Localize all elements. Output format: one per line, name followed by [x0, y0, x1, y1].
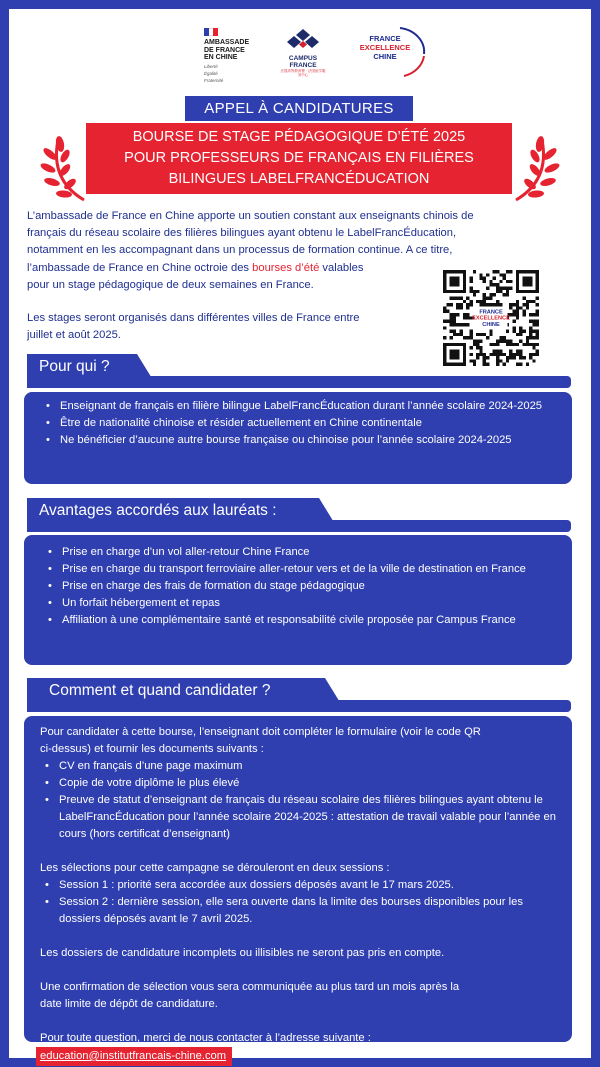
list-item: • Prise en charge du transport ferroviaire aller-retour vers et de la ville de destination en France: [48, 561, 556, 578]
list-item: • Enseignant de français en filière bilingue LabelFrancÉducation durant l’année scolaire 2024-2025: [46, 398, 556, 415]
section-title-avantages: Avantages accordés aux lauréats :: [27, 498, 319, 524]
list-item: • Prise en charge des frais de formation du stage pédagogique: [48, 578, 556, 595]
avantages-list: [48, 544, 556, 629]
list-item: • Affiliation à une complémentaire santé et responsabilité civile proposée par Campus France: [48, 612, 556, 629]
list-item: • CV en français d’une page maximum: [45, 758, 558, 775]
logo-strip: [200, 24, 440, 84]
bourse-banner: [86, 123, 512, 194]
list-item: • Ne bénéficier d’aucune autre bourse française ou chinoise pour l’année scolaire 2024-2025: [46, 432, 556, 449]
appel-banner: APPEL À CANDIDATURES: [185, 96, 413, 121]
section-title-comment: Comment et quand candidater ?: [27, 678, 325, 704]
fec-line2: EXCELLENCE: [359, 43, 411, 52]
motto-liberte: Liberté: [204, 63, 218, 69]
campus-france-logo: [280, 28, 326, 77]
qr-fec-line1: FRANCE: [479, 309, 503, 316]
fec-line3: CHINE: [373, 52, 397, 61]
pour-qui-box: [24, 392, 572, 484]
campus-line2: FRANCE: [289, 62, 317, 69]
intro-line2: français du réseau scolaire des filières bilingues ayant obtenu le LabelFrancÉducation,: [27, 227, 457, 240]
intro-line1: L’ambassade de France en Chine apporte un soutien constant aux enseignants chinois de: [27, 210, 474, 222]
section-title-pour-qui: Pour qui ?: [27, 354, 137, 380]
fec-line1: FRANCE: [369, 34, 401, 43]
comment-confirmation-line2: date limite de dépôt de candidature.: [40, 998, 218, 1010]
avantages-box: [24, 535, 572, 665]
motto-egalite: Égalité: [204, 70, 218, 76]
list-item: • Un forfait hébergement et repas: [48, 595, 556, 612]
qr-fec-line3: CHINE: [482, 321, 500, 328]
comment-confirmation-line1: Une confirmation de sélection vous sera communiquée au plus tard un mois après la: [40, 981, 460, 993]
pour-qui-list: [46, 398, 556, 449]
laurel-left-icon: [38, 132, 94, 202]
list-item: • Copie de votre diplôme le plus élevé: [45, 775, 558, 792]
intro-dates-paragraph: [27, 310, 427, 344]
bourse-title-line2: POUR PROFESSEURS DE FRANÇAIS EN FILIÈRES: [124, 150, 474, 166]
intro-line3: notamment en les accompagnant dans un processus de formation continue. A ce titre,: [27, 244, 453, 257]
ambassade-line1: AMBASSADE: [204, 39, 250, 46]
comment-incomplete-note: Les dossiers de candidature incomplets ou illisibles ne seront pas pris en compte.: [40, 947, 445, 959]
qr-code[interactable]: [443, 270, 539, 366]
motto-fraternite: Fraternité: [204, 77, 224, 83]
comment-p1-line2: ci-dessus) et fournir les documents suivants :: [40, 743, 264, 755]
comment-sessions-intro: Les sélections pour cette campagne se dérouleront en deux sessions :: [40, 862, 390, 874]
intro-p2-line2: juillet et août 2025.: [27, 329, 121, 342]
comment-p1-line1: Pour candidater à cette bourse, l’enseignant doit compléter le formulaire (voir le code QR: [40, 726, 481, 738]
laurel-right-icon: [506, 132, 562, 202]
qr-fec-line2: EXCELLENCE: [472, 315, 510, 322]
contact-email-link[interactable]: education@institutfrancais-chine.com: [36, 1047, 232, 1066]
campus-france-icon: [283, 28, 323, 50]
ambassade-line2: DE FRANCE: [204, 46, 245, 54]
list-item: • Être de nationalité chinoise et résider actuellement en Chine continentale: [46, 415, 556, 432]
sessions-list: [45, 877, 558, 928]
list-item: • Prise en charge d’un vol aller-retour Chine France: [48, 544, 556, 561]
bourses-ete-highlight: bourses d’été: [252, 261, 320, 274]
intro-line4-pre: l’ambassade de France en Chine octroie des: [27, 261, 253, 274]
intro-line4-post: valables: [319, 261, 364, 274]
list-item: • Preuve de statut d’enseignant de français du réseau scolaire des filières bilingues ayant obtenu le LabelFrancÉducation pour l’année scolaire 2024-2025 : attestation de travail valable pour l’année en cours (hors certificat d’enseignant): [45, 792, 558, 843]
intro-p2-line1: Les stages seront organisés dans différentes villes de France entre: [27, 312, 360, 324]
campus-line1: CAMPUS: [288, 55, 318, 62]
bourse-title-line1: BOURSE DE STAGE PÉDAGOGIQUE D’ÉTÉ 2025: [132, 129, 466, 145]
documents-list: [45, 758, 558, 843]
french-flag-icon: [204, 28, 218, 36]
france-excellence-chine-logo: [340, 24, 430, 80]
comment-contact-line: Pour toute question, merci de nous contacter à l’adresse suivante :: [40, 1032, 371, 1044]
bourse-title-line3: BILINGUES LABELFRANCÉDUCATION: [168, 171, 430, 187]
comment-box: [24, 716, 572, 1062]
list-item: • Session 2 : dernière session, elle sera ouverte dans la limite des bourses disponibles pour les dossiers déposés avant le 7 avril 2025.: [45, 894, 558, 928]
ambassade-logo: [204, 28, 268, 83]
ambassade-line3: EN CHINE: [204, 54, 238, 61]
list-item: • Session 1 : priorité sera accordée aux dossiers déposés avant le 17 mars 2025.: [45, 877, 558, 894]
intro-line5: pour un stage pédagogique de deux semaines en France.: [27, 278, 314, 291]
campus-sub: 法国高等教育署 · 法国留学服务中心: [280, 69, 326, 77]
